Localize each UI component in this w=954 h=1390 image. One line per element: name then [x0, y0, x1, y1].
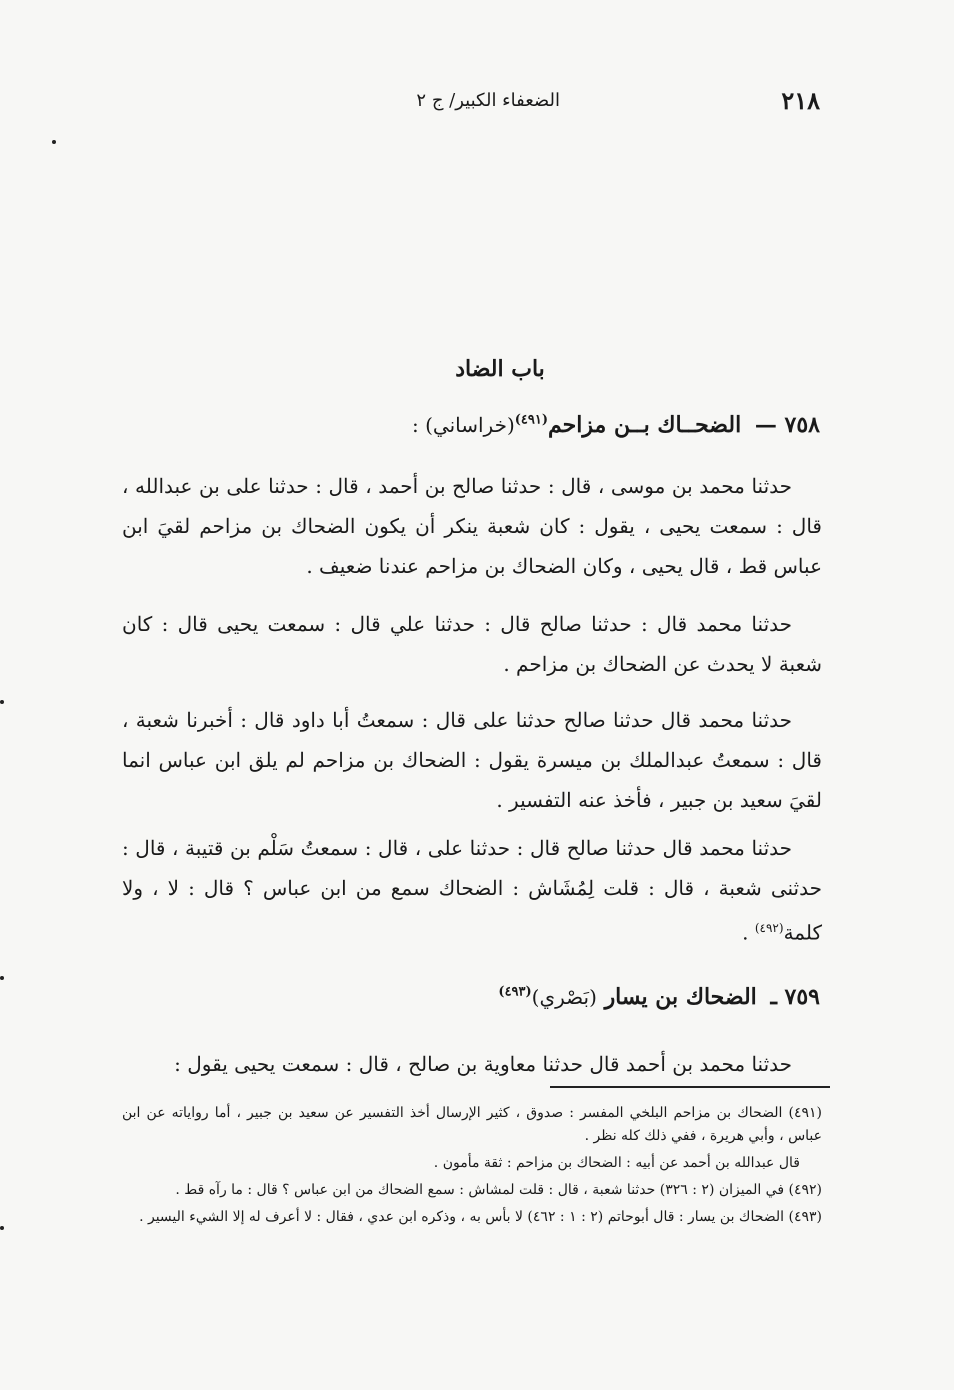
- paragraph-text: حدثنا محمد قال حدثنا صالح قال : حدثنا على ، قال : سمعتُ سَلْم بن قتيبة ، قال : حدثنى شعبة ، قال : قلت لِمُشَاش : الضحاك سمع من ابن عباس ؟ قال : لا ، ولا كلمة: [122, 836, 822, 945]
- footnote: [122, 1152, 822, 1175]
- paragraph: [122, 466, 822, 586]
- entry-origin: (خراساني) :: [412, 413, 515, 437]
- entry-origin: (بَصْري): [531, 985, 597, 1009]
- entry-heading-759: [498, 984, 820, 1010]
- footnote-text: (٤٩٣) الضحاك بن يسار : قال أبوحاتم (٢ : ١ : ٤٦٢) لا بأس به ، وذكره ابن عدي ، فقال : لا أعرف له إلا الشيء اليسير .: [139, 1209, 822, 1225]
- paragraph: [122, 700, 822, 820]
- paragraph-text: حدثنا محمد قال حدثنا صالح حدثنا على قال : سمعتُ أبا داود قال : أخبرنا شعبة ، قال : سمعتُ عبدالملك بن ميسرة يقول : الضحاك بن مزاحم لم يلق ابن عباس انما لقيَ سعيد بن جبير ، فأخذ عنه التفسير .: [122, 708, 822, 812]
- paragraph-end: .: [742, 920, 755, 945]
- entry-heading-758: [412, 412, 820, 438]
- paragraph: [122, 604, 822, 684]
- footnote-divider: [550, 1086, 830, 1088]
- page-number: ٢١٨: [781, 86, 820, 115]
- scan-speck: [0, 1226, 4, 1230]
- footnote-ref: (٤٩٣): [498, 984, 532, 1000]
- footnote: [122, 1102, 822, 1148]
- running-title: الضعفاء الكبير/ ج ٢: [416, 90, 560, 111]
- paragraph-text: حدثنا محمد بن موسى ، قال : حدثنا صالح بن أحمد ، قال : حدثنا على بن عبدالله ، قال : سمعت يحيى ، يقول : كان شعبة ينكر أن يكون الضحاك بن مزاحم لقيَ ابن عباس قط ، قال يحيى ، وكان الضحاك بن مزاحم عندنا ضعيف .: [122, 474, 822, 578]
- footnote-text: قال عبدالله بن أحمد عن أبيه : الضحاك بن مزاحم : ثقة مأمون .: [433, 1155, 800, 1171]
- entry-name: الضحــاك بــن مزاحم: [548, 412, 742, 438]
- footnote-ref: (٤٩١): [514, 412, 549, 428]
- entry-number: ٧٥٨ —: [754, 412, 820, 438]
- scan-speck: [52, 140, 56, 144]
- footnote-text: (٤٩٢) في الميزان (٢ : ٣٢٦) حدثنا شعبة ، قال : قلت لمشاش : سمع الضحاك من ابن عباس ؟ قال : ما رآه قط .: [175, 1182, 822, 1198]
- scan-speck: [0, 700, 4, 704]
- paragraph: [122, 1044, 822, 1084]
- chapter-title: باب الضاد: [455, 356, 545, 382]
- paragraph-text: حدثنا محمد قال : حدثنا صالح قال : حدثنا علي قال : سمعت يحيى قال : كان شعبة لا يحدث عن الضحاك بن مزاحم .: [122, 612, 822, 676]
- footnote: [122, 1179, 822, 1202]
- paragraph-text: حدثنا محمد بن أحمد قال حدثنا معاوية بن صالح ، قال : سمعت يحيى يقول :: [174, 1052, 792, 1076]
- paragraph: [122, 828, 822, 953]
- footnote-text: (٤٩١) الضحاك بن مزاحم البلخي المفسر : صدوق ، كثير الإرسال أخذ التفسير عن سعيد بن جبير ، أما رواياته عن ابن عباس ، وأبي هريرة ، ففي ذلك كله نظر .: [122, 1105, 822, 1144]
- entry-number: ٧٥٩ ـ: [770, 984, 820, 1010]
- footnote: [122, 1206, 822, 1229]
- entry-name: الضحاك بن يسار: [604, 984, 757, 1010]
- scan-speck: [0, 976, 4, 980]
- page-header: [120, 86, 820, 126]
- footnote-ref: (٤٩٢): [754, 921, 784, 935]
- footnotes: [122, 1102, 822, 1233]
